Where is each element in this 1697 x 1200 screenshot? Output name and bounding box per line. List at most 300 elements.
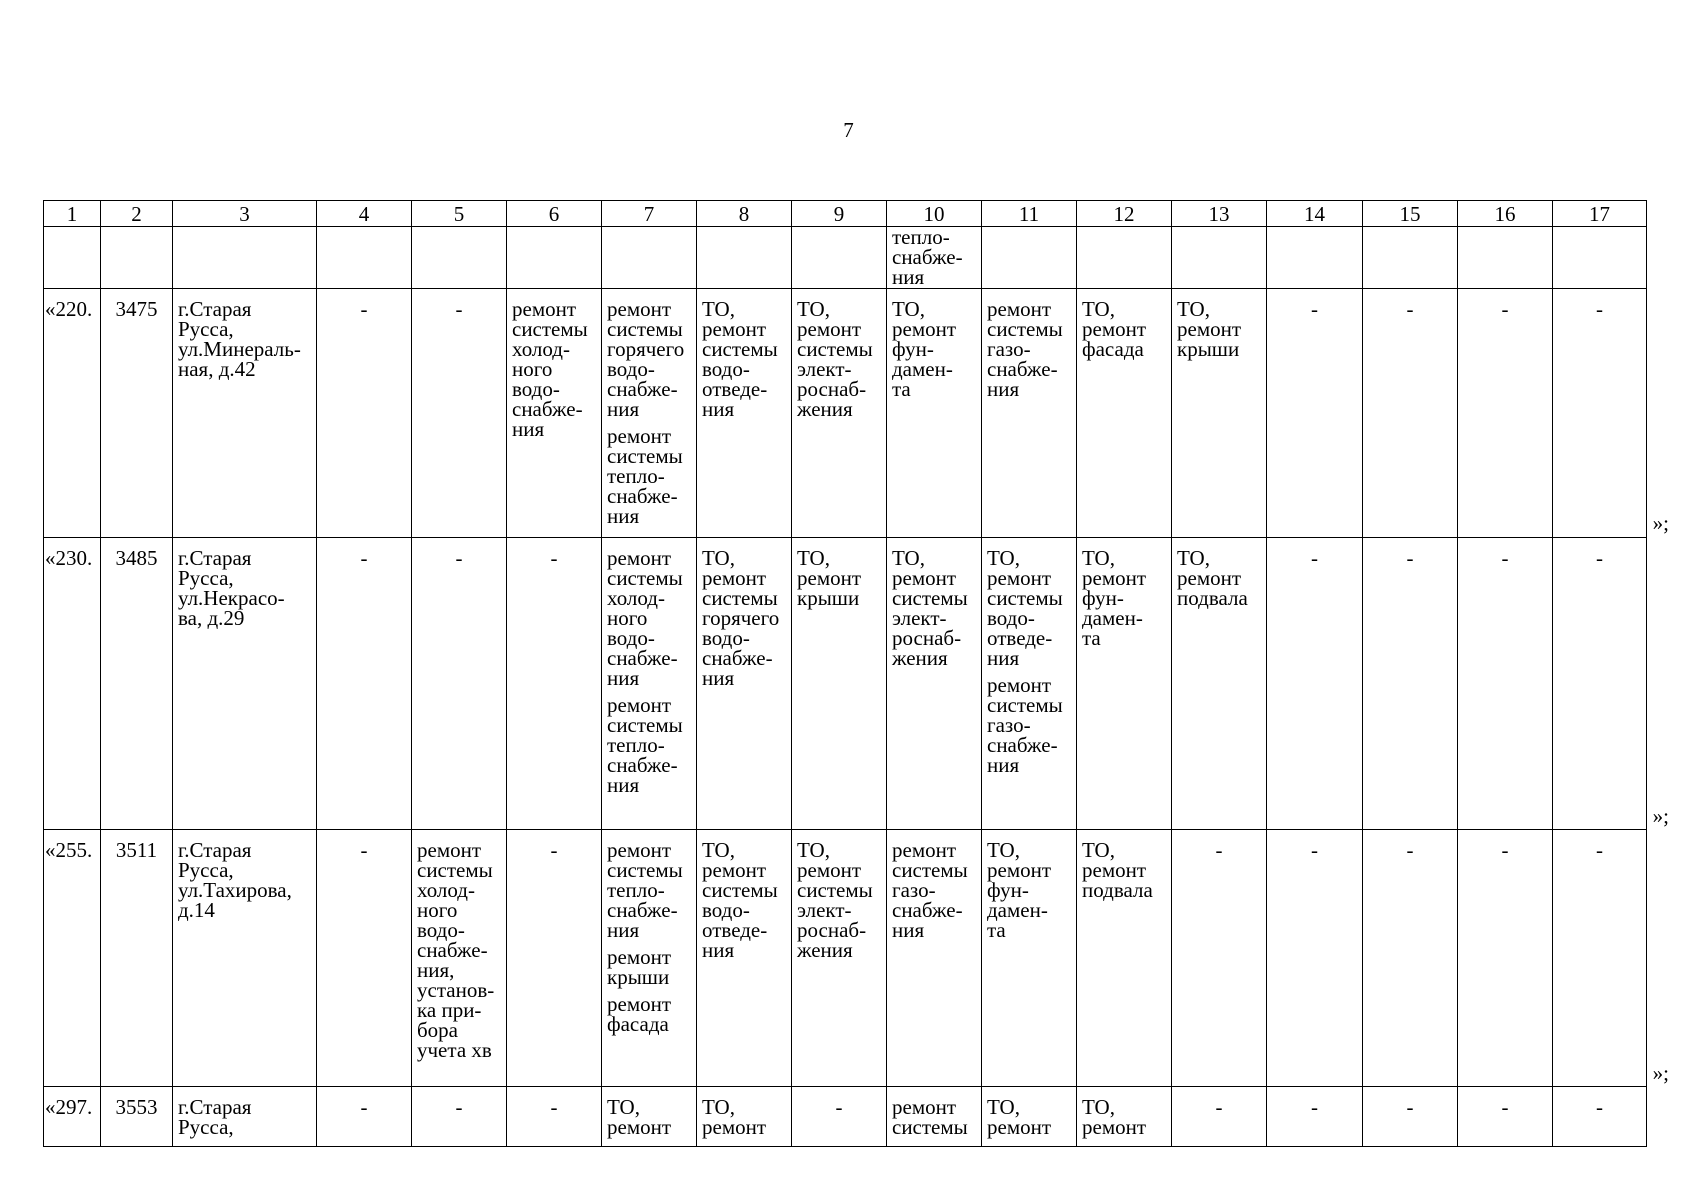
cell-line: фун- (892, 337, 934, 361)
cell-line: - (360, 297, 368, 321)
cell-line: холод- (607, 586, 665, 610)
cell-line: отведе- (702, 377, 768, 401)
work-cell-c6 (507, 289, 602, 538)
cell-line: подвала (1177, 586, 1248, 610)
work-cell-c12 (1077, 538, 1172, 830)
cell-line: - (1215, 1095, 1223, 1119)
cell-line: снабже- (987, 357, 1058, 381)
work-item (982, 1087, 1076, 1137)
work-cell-c11 (982, 1087, 1077, 1147)
cell-line: ремонт (607, 945, 672, 969)
cell-line: ремонт (987, 858, 1052, 882)
work-item (602, 419, 696, 526)
cell-line: - (1596, 1095, 1603, 1119)
row-number-cell (44, 289, 101, 538)
cell-line: «255. (45, 838, 93, 862)
dash-cell-c5 (412, 289, 507, 538)
column-number-14: 14 (1267, 201, 1363, 227)
cell-line: Русса, (178, 566, 234, 590)
cell-line: системы (607, 566, 683, 590)
address-cell (173, 538, 317, 830)
cell-line: тепло- (607, 464, 665, 488)
cell-line: ТО, (702, 546, 735, 570)
column-number-13: 13 (1172, 201, 1267, 227)
column-number-11: 11 (982, 201, 1077, 227)
work-item (697, 830, 791, 960)
cell-line: - (1501, 838, 1509, 862)
cell-line: ка при- (417, 998, 482, 1022)
work-item (1077, 830, 1171, 900)
cell-line: водо- (512, 377, 560, 401)
cell-line: снабже- (987, 733, 1058, 757)
cell-line: ния (987, 377, 1020, 401)
dash-cell-c6 (507, 538, 602, 830)
cell-line: водо- (607, 626, 655, 650)
cell-line: жения (892, 646, 948, 670)
cell-line: ТО, (1177, 546, 1210, 570)
cell-line: ния (987, 753, 1020, 777)
cell-line: ул.Тахирова, (178, 878, 292, 902)
cell-line: ремонт (892, 566, 957, 590)
dash-cell-c16 (1458, 289, 1553, 538)
cell-line: системы (702, 337, 778, 361)
work-cell-c12 (1077, 1087, 1172, 1147)
work-cell-c8 (697, 289, 792, 538)
work-item (602, 987, 696, 1034)
dash-cell-c9 (792, 1087, 887, 1147)
cell-line: ТО, (1082, 838, 1115, 862)
cell-line: г.Старая (178, 297, 252, 321)
dash-cell-c15 (1363, 830, 1458, 1087)
column-number-6: 6 (507, 201, 602, 227)
cell-line: ния (702, 938, 735, 962)
work-cell-c10 (887, 538, 982, 830)
cell-line: крыши (1177, 337, 1240, 361)
cell-line: системы (797, 337, 873, 361)
cell-line: ного (512, 357, 553, 381)
work-item (1077, 289, 1171, 359)
dash-cell-c17 (1553, 1087, 1647, 1147)
cell-line: ТО, (702, 838, 735, 862)
cell-line: системы (797, 878, 873, 902)
cell-line: та (1082, 626, 1101, 650)
cell-line: 3553 (115, 1095, 158, 1119)
address-cell (173, 1087, 317, 1147)
column-number-7: 7 (602, 201, 697, 227)
cell-line: - (1406, 838, 1414, 862)
dash-cell-c16 (1458, 830, 1553, 1087)
cell-line: - (550, 838, 558, 862)
cell-line: системы (607, 444, 683, 468)
cell-line: ТО, (892, 546, 925, 570)
cell-line: ТО, (1082, 1095, 1115, 1119)
column-number-15: 15 (1363, 201, 1458, 227)
table-row (44, 830, 1647, 1087)
work-item (982, 830, 1076, 940)
work-item (602, 538, 696, 688)
work-cell-c8 (697, 538, 792, 830)
cell-line: системы (607, 713, 683, 737)
work-item (792, 289, 886, 419)
cell-line: системы (607, 858, 683, 882)
cell-line: - (360, 838, 368, 862)
cell-line: ремонт (1177, 317, 1242, 341)
cell-line: ремонт (1082, 317, 1147, 341)
column-number-1: 1 (44, 201, 101, 227)
column-number-row (44, 201, 1647, 227)
row-number-cell (44, 1087, 101, 1147)
cell-line: фасада (1082, 337, 1144, 361)
dash-cell-c17 (1553, 538, 1647, 830)
cell-line: ремонт (892, 1095, 957, 1119)
work-item (887, 1087, 981, 1137)
column-number-2: 2 (101, 201, 173, 227)
work-item (982, 289, 1076, 399)
cell-line: роснаб- (797, 377, 867, 401)
work-item (602, 830, 696, 940)
object-code-cell (101, 289, 173, 538)
cell-line: крыши (607, 965, 670, 989)
cell-line: тепло- (607, 878, 665, 902)
cell-line: холод- (417, 878, 475, 902)
work-item (1172, 538, 1266, 608)
cell-line: ремонт (892, 317, 957, 341)
cell-line: - (455, 1095, 463, 1119)
cell-line: ния (607, 918, 640, 942)
cell-line: ТО, (702, 1095, 735, 1119)
cell-line: снабже- (607, 377, 678, 401)
cell-line: элект- (892, 606, 947, 630)
cell-line: ТО, (702, 297, 735, 321)
dash-cell-c5 (412, 538, 507, 830)
work-item (602, 1087, 696, 1137)
dash-cell-c4 (317, 538, 412, 830)
cell-line: г.Старая (178, 1095, 252, 1119)
cell-line: - (455, 297, 463, 321)
cell-line: - (1311, 546, 1318, 570)
cell-line: снабже- (607, 898, 678, 922)
cell-line: системы (987, 317, 1063, 341)
dash-cell-c4 (317, 830, 412, 1087)
work-item (887, 538, 981, 668)
cell-line: ремонт (1082, 858, 1147, 882)
row-closing-mark: »; (1652, 804, 1669, 828)
cell-line: - (1501, 1095, 1509, 1119)
column-number-3: 3 (173, 201, 317, 227)
cell-line: ремонт (1082, 1115, 1147, 1139)
cell-line: - (1311, 838, 1318, 862)
continuation-cell-col10 (887, 227, 982, 289)
column-number-5: 5 (412, 201, 507, 227)
row-number-cell (44, 538, 101, 830)
dash-cell-c14 (1267, 1087, 1363, 1147)
column-number-17: 17 (1553, 201, 1647, 227)
cell-line: снабже- (892, 245, 963, 269)
cell-line: крыши (797, 586, 860, 610)
cell-line: ремонт (702, 858, 767, 882)
cell-line: жения (797, 397, 853, 421)
cell-line: ремонт (797, 858, 862, 882)
table-row (44, 289, 1647, 538)
work-cell-c13 (1172, 538, 1267, 830)
cell-line: горячего (702, 606, 780, 630)
work-cell-c11 (982, 289, 1077, 538)
cell-line: ния (892, 265, 925, 289)
cell-line: снабже- (607, 753, 678, 777)
cell-line: ния (702, 666, 735, 690)
repair-schedule-table (43, 200, 1647, 1147)
work-cell-c10 (887, 830, 982, 1087)
cell-line: водо- (702, 357, 750, 381)
cell-line: - (1501, 297, 1509, 321)
work-cell-c13 (1172, 289, 1267, 538)
cell-line: ремонт (987, 297, 1052, 321)
cell-line: снабже- (417, 938, 488, 962)
work-item (697, 289, 791, 419)
work-item (887, 289, 981, 399)
work-cell-c10 (887, 289, 982, 538)
cell-line: - (550, 546, 558, 570)
cell-line: - (360, 546, 368, 570)
column-number-4: 4 (317, 201, 412, 227)
work-cell-c10 (887, 1087, 982, 1147)
cell-line: ния (607, 504, 640, 528)
cell-line: ТО, (1082, 546, 1115, 570)
column-number-8: 8 (697, 201, 792, 227)
column-number-16: 16 (1458, 201, 1553, 227)
cell-line: холод- (512, 337, 570, 361)
cell-line: - (1215, 838, 1223, 862)
cell-line: ния (702, 397, 735, 421)
cell-line: ремонт (797, 566, 862, 590)
cell-line: «297. (45, 1095, 93, 1119)
work-cell-c7 (602, 538, 697, 830)
work-item (887, 830, 981, 940)
work-item (792, 538, 886, 608)
cell-line: та (987, 918, 1006, 942)
dash-cell-c16 (1458, 1087, 1553, 1147)
cell-line: ния (607, 397, 640, 421)
dash-cell-c5 (412, 1087, 507, 1147)
cell-line: снабже- (607, 646, 678, 670)
work-item (697, 1087, 791, 1137)
cell-line: ТО, (987, 1095, 1020, 1119)
cell-line: ния (512, 417, 545, 441)
continuation-row (44, 227, 1647, 289)
cell-line: ремонт (892, 838, 957, 862)
work-cell-c9 (792, 289, 887, 538)
column-number-10: 10 (887, 201, 982, 227)
dash-cell-c16 (1458, 538, 1553, 830)
cell-line: фасада (607, 1012, 669, 1036)
cell-line: ремонт (512, 297, 577, 321)
cell-line: ремонт (1177, 566, 1242, 590)
object-code-cell (101, 830, 173, 1087)
table-row (44, 538, 1647, 830)
dash-cell-c6 (507, 830, 602, 1087)
cell-line: ТО, (1177, 297, 1210, 321)
dash-cell-c17 (1553, 289, 1647, 538)
cell-line: ТО, (987, 838, 1020, 862)
cell-line: ремонт (1082, 566, 1147, 590)
cell-line: - (1596, 546, 1603, 570)
cell-line: Русса, (178, 1115, 234, 1139)
cell-line: ремонт (607, 1115, 672, 1139)
cell-line: - (835, 1095, 843, 1119)
cell-line: ТО, (607, 1095, 640, 1119)
work-item (697, 538, 791, 688)
cell-line: - (1596, 297, 1603, 321)
object-code-cell (101, 1087, 173, 1147)
cell-line: системы (702, 586, 778, 610)
cell-line: горячего (607, 337, 685, 361)
cell-line: системы (892, 858, 968, 882)
cell-line: системы (512, 317, 588, 341)
work-item (602, 688, 696, 795)
cell-line: ТО, (1082, 297, 1115, 321)
dash-cell-c4 (317, 289, 412, 538)
cell-line: бора (417, 1018, 459, 1042)
work-cell-c5 (412, 830, 507, 1087)
work-cell-c11 (982, 538, 1077, 830)
cell-line: - (1311, 297, 1318, 321)
cell-line: г.Старая (178, 546, 252, 570)
dash-cell-c4 (317, 1087, 412, 1147)
cell-line: газо- (892, 878, 936, 902)
cell-line: ремонт (607, 297, 672, 321)
cell-line: - (360, 1095, 368, 1119)
cell-line: ремонт (987, 566, 1052, 590)
cell-line: роснаб- (797, 918, 867, 942)
cell-line: подвала (1082, 878, 1153, 902)
work-item (792, 830, 886, 960)
cell-line: ного (607, 606, 648, 630)
cell-line: ремонт (702, 566, 767, 590)
dash-cell-c17 (1553, 830, 1647, 1087)
cell-line: фун- (1082, 586, 1124, 610)
cell-line: отведе- (702, 918, 768, 942)
work-item (602, 289, 696, 419)
work-item (1077, 1087, 1171, 1137)
dash-cell-c13 (1172, 1087, 1267, 1147)
cell-line: дамен- (987, 898, 1048, 922)
work-item (602, 940, 696, 987)
cell-line: ТО, (797, 297, 830, 321)
cell-line: ремонт (607, 992, 672, 1016)
cell-line: ТО, (797, 838, 830, 862)
work-cell-c8 (697, 1087, 792, 1147)
dash-cell-c14 (1267, 830, 1363, 1087)
cell-line: - (1406, 1095, 1414, 1119)
work-cell-c12 (1077, 830, 1172, 1087)
dash-cell-c6 (507, 1087, 602, 1147)
cell-line: ул.Минераль- (178, 337, 301, 361)
cell-line: 3485 (115, 546, 158, 570)
work-item (507, 289, 601, 439)
cell-line: дамен- (1082, 606, 1143, 630)
work-cell-c7 (602, 289, 697, 538)
cell-line: ремонт (702, 1115, 767, 1139)
dash-cell-c15 (1363, 289, 1458, 538)
address-cell (173, 289, 317, 538)
cell-line: ремонт (702, 317, 767, 341)
cell-line: - (1406, 297, 1414, 321)
cell-line: снабже- (702, 646, 773, 670)
work-item (412, 830, 506, 1060)
cell-line: ТО, (797, 546, 830, 570)
cell-line: ТО, (987, 546, 1020, 570)
cell-line: элект- (797, 898, 852, 922)
object-code-cell (101, 538, 173, 830)
work-item (982, 538, 1076, 668)
cell-line: системы (702, 878, 778, 902)
dash-cell-c14 (1267, 538, 1363, 830)
cell-line: ремонт (607, 838, 672, 862)
cell-line: - (550, 1095, 558, 1119)
cell-line: «220. (45, 297, 93, 321)
cell-line: системы (892, 1115, 968, 1139)
dash-cell-c14 (1267, 289, 1363, 538)
cell-line: учета хв (417, 1038, 492, 1062)
cell-line: - (1406, 546, 1414, 570)
cell-line: ния (987, 646, 1020, 670)
cell-line: г.Старая (178, 838, 252, 862)
work-cell-c7 (602, 1087, 697, 1147)
cell-line: дамен- (892, 357, 953, 381)
cell-line: системы (987, 693, 1063, 717)
column-number-9: 9 (792, 201, 887, 227)
cell-line: роснаб- (892, 626, 962, 650)
cell-line: отведе- (987, 626, 1053, 650)
work-cell-c8 (697, 830, 792, 1087)
cell-line: 3475 (115, 297, 158, 321)
row-closing-mark: »; (1652, 1061, 1669, 1085)
cell-line: ремонт (987, 1115, 1052, 1139)
cell-line: ремонт (607, 693, 672, 717)
cell-line: снабже- (607, 484, 678, 508)
cell-line: ТО, (892, 297, 925, 321)
cell-line: фун- (987, 878, 1029, 902)
work-cell-c9 (792, 538, 887, 830)
cell-line: ремонт (607, 546, 672, 570)
cell-line: системы (607, 317, 683, 341)
cell-line: водо- (987, 606, 1035, 630)
cell-line: ния (607, 773, 640, 797)
cell-line: ремонт (797, 317, 862, 341)
cell-line: ная, д.42 (178, 357, 256, 381)
cell-line: водо- (417, 918, 465, 942)
cell-line: тепло- (892, 225, 950, 249)
work-item (1077, 538, 1171, 648)
cell-line: водо- (702, 898, 750, 922)
cell-line: - (1501, 546, 1509, 570)
dash-cell-c15 (1363, 538, 1458, 830)
cell-line: ремонт (417, 838, 482, 862)
row-number-cell (44, 830, 101, 1087)
address-cell (173, 830, 317, 1087)
row-closing-mark: »; (1652, 511, 1669, 535)
table-row (44, 1087, 1647, 1147)
cell-line: водо- (607, 357, 655, 381)
work-cell-c9 (792, 830, 887, 1087)
cell-line: ва, д.29 (178, 606, 245, 630)
cell-line: Русса, (178, 858, 234, 882)
work-cell-c7 (602, 830, 697, 1087)
cell-line: та (892, 377, 911, 401)
cell-line: ния, (417, 958, 455, 982)
cell-line: - (455, 546, 463, 570)
cell-line: установ- (417, 978, 495, 1002)
